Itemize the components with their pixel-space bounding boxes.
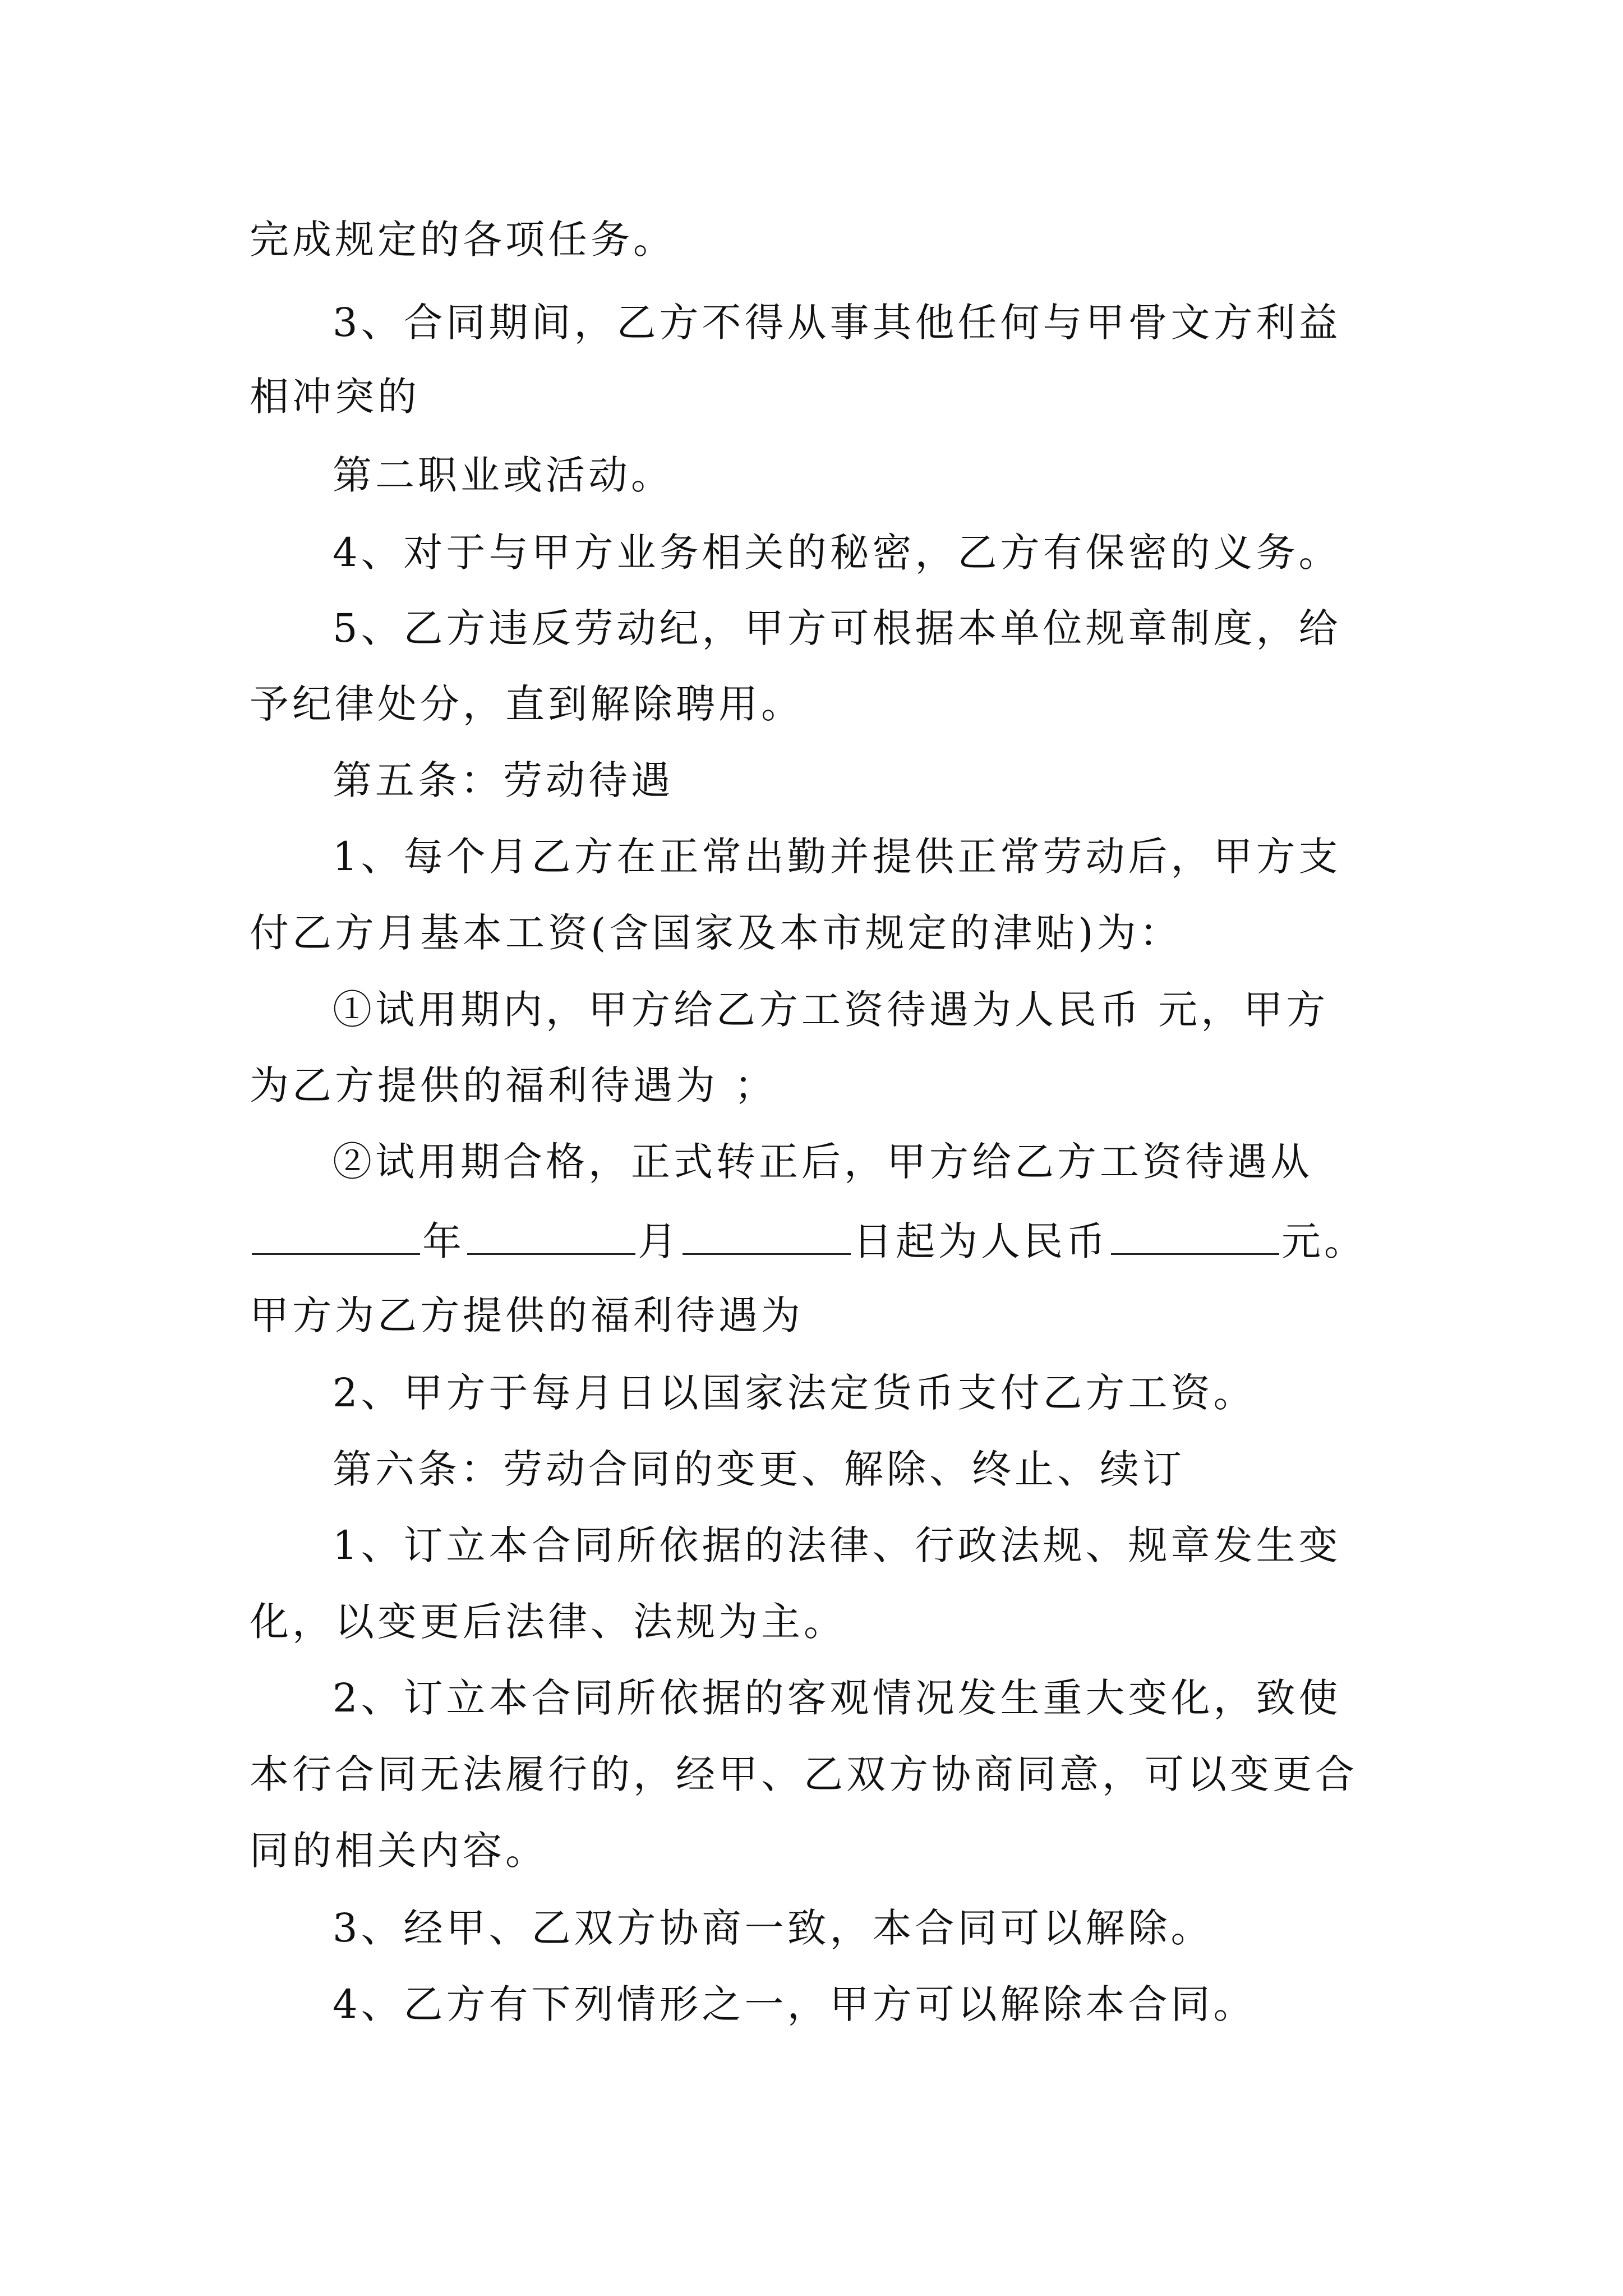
section-heading: 第六条：劳动合同的变更、解除、终止、续订 [333,1446,1185,1492]
text-line: 甲方为乙方提供的福利待遇为 [250,1292,804,1338]
text-line: 本行合同无法履行的，经甲、乙双方协商同意，可以变更合 [250,1751,1358,1797]
yuan-label: 元。 [1281,1218,1367,1264]
text-line: 3、合同期间，乙方不得从事其他任何与甲骨文方利益 [333,300,1341,346]
text-line: 相冲突的 [250,374,420,420]
blank-field [467,1218,635,1255]
text-line: 2、甲方于每月日以国家法定货币支付乙方工资。 [333,1370,1256,1416]
text-line: 3、经甲、乙双方协商一致，本合同可以解除。 [333,1905,1214,1951]
year-label: 年 [422,1218,465,1264]
text-line: 1、每个月乙方在正常出勤并提供正常劳动后，甲方支 [333,834,1341,880]
text-line: 5、乙方违反劳动纪，甲方可根据本单位规章制度，给 [333,605,1341,651]
section-heading: 第五条：劳动待遇 [333,757,674,803]
text-line: 同的相关内容。 [250,1828,548,1874]
blank-field [252,1218,420,1255]
month-label: 月 [638,1218,680,1264]
text-line: 4、乙方有下列情形之一，甲方可以解除本合同。 [333,1981,1256,2027]
text-line: 第二职业或活动。 [333,452,674,498]
text-line: 完成规定的各项任务。 [250,217,676,263]
text-line: 1、订立本合同所依据的法律、行政法规、规章发生变 [333,1522,1341,1568]
text-line: 4、对于与甲方业务相关的秘密，乙方有保密的义务。 [333,530,1341,576]
text-line: 化，以变更后法律、法规为主。 [250,1599,846,1645]
text-line: 予纪律处分，直到解除聘用。 [250,681,804,727]
text-line: 2、订立本合同所依据的客观情况发生重大变化，致使 [333,1675,1341,1721]
text-line: 为乙方提供的福利待遇为 ； [250,1062,777,1108]
blank-field [683,1218,851,1255]
blank-field [1111,1218,1279,1255]
day-label: 日起为人民币 [853,1218,1109,1264]
fill-in-line [250,1218,1367,1264]
text-line: ②试用期合格，正式转正后，甲方给乙方工资待遇从 [333,1139,1313,1185]
text-line: ①试用期内，甲方给乙方工资待遇为人民币 元，甲方 [333,987,1329,1033]
text-line: 付乙方月基本工资(含国家及本市规定的津贴)为： [250,910,1182,956]
